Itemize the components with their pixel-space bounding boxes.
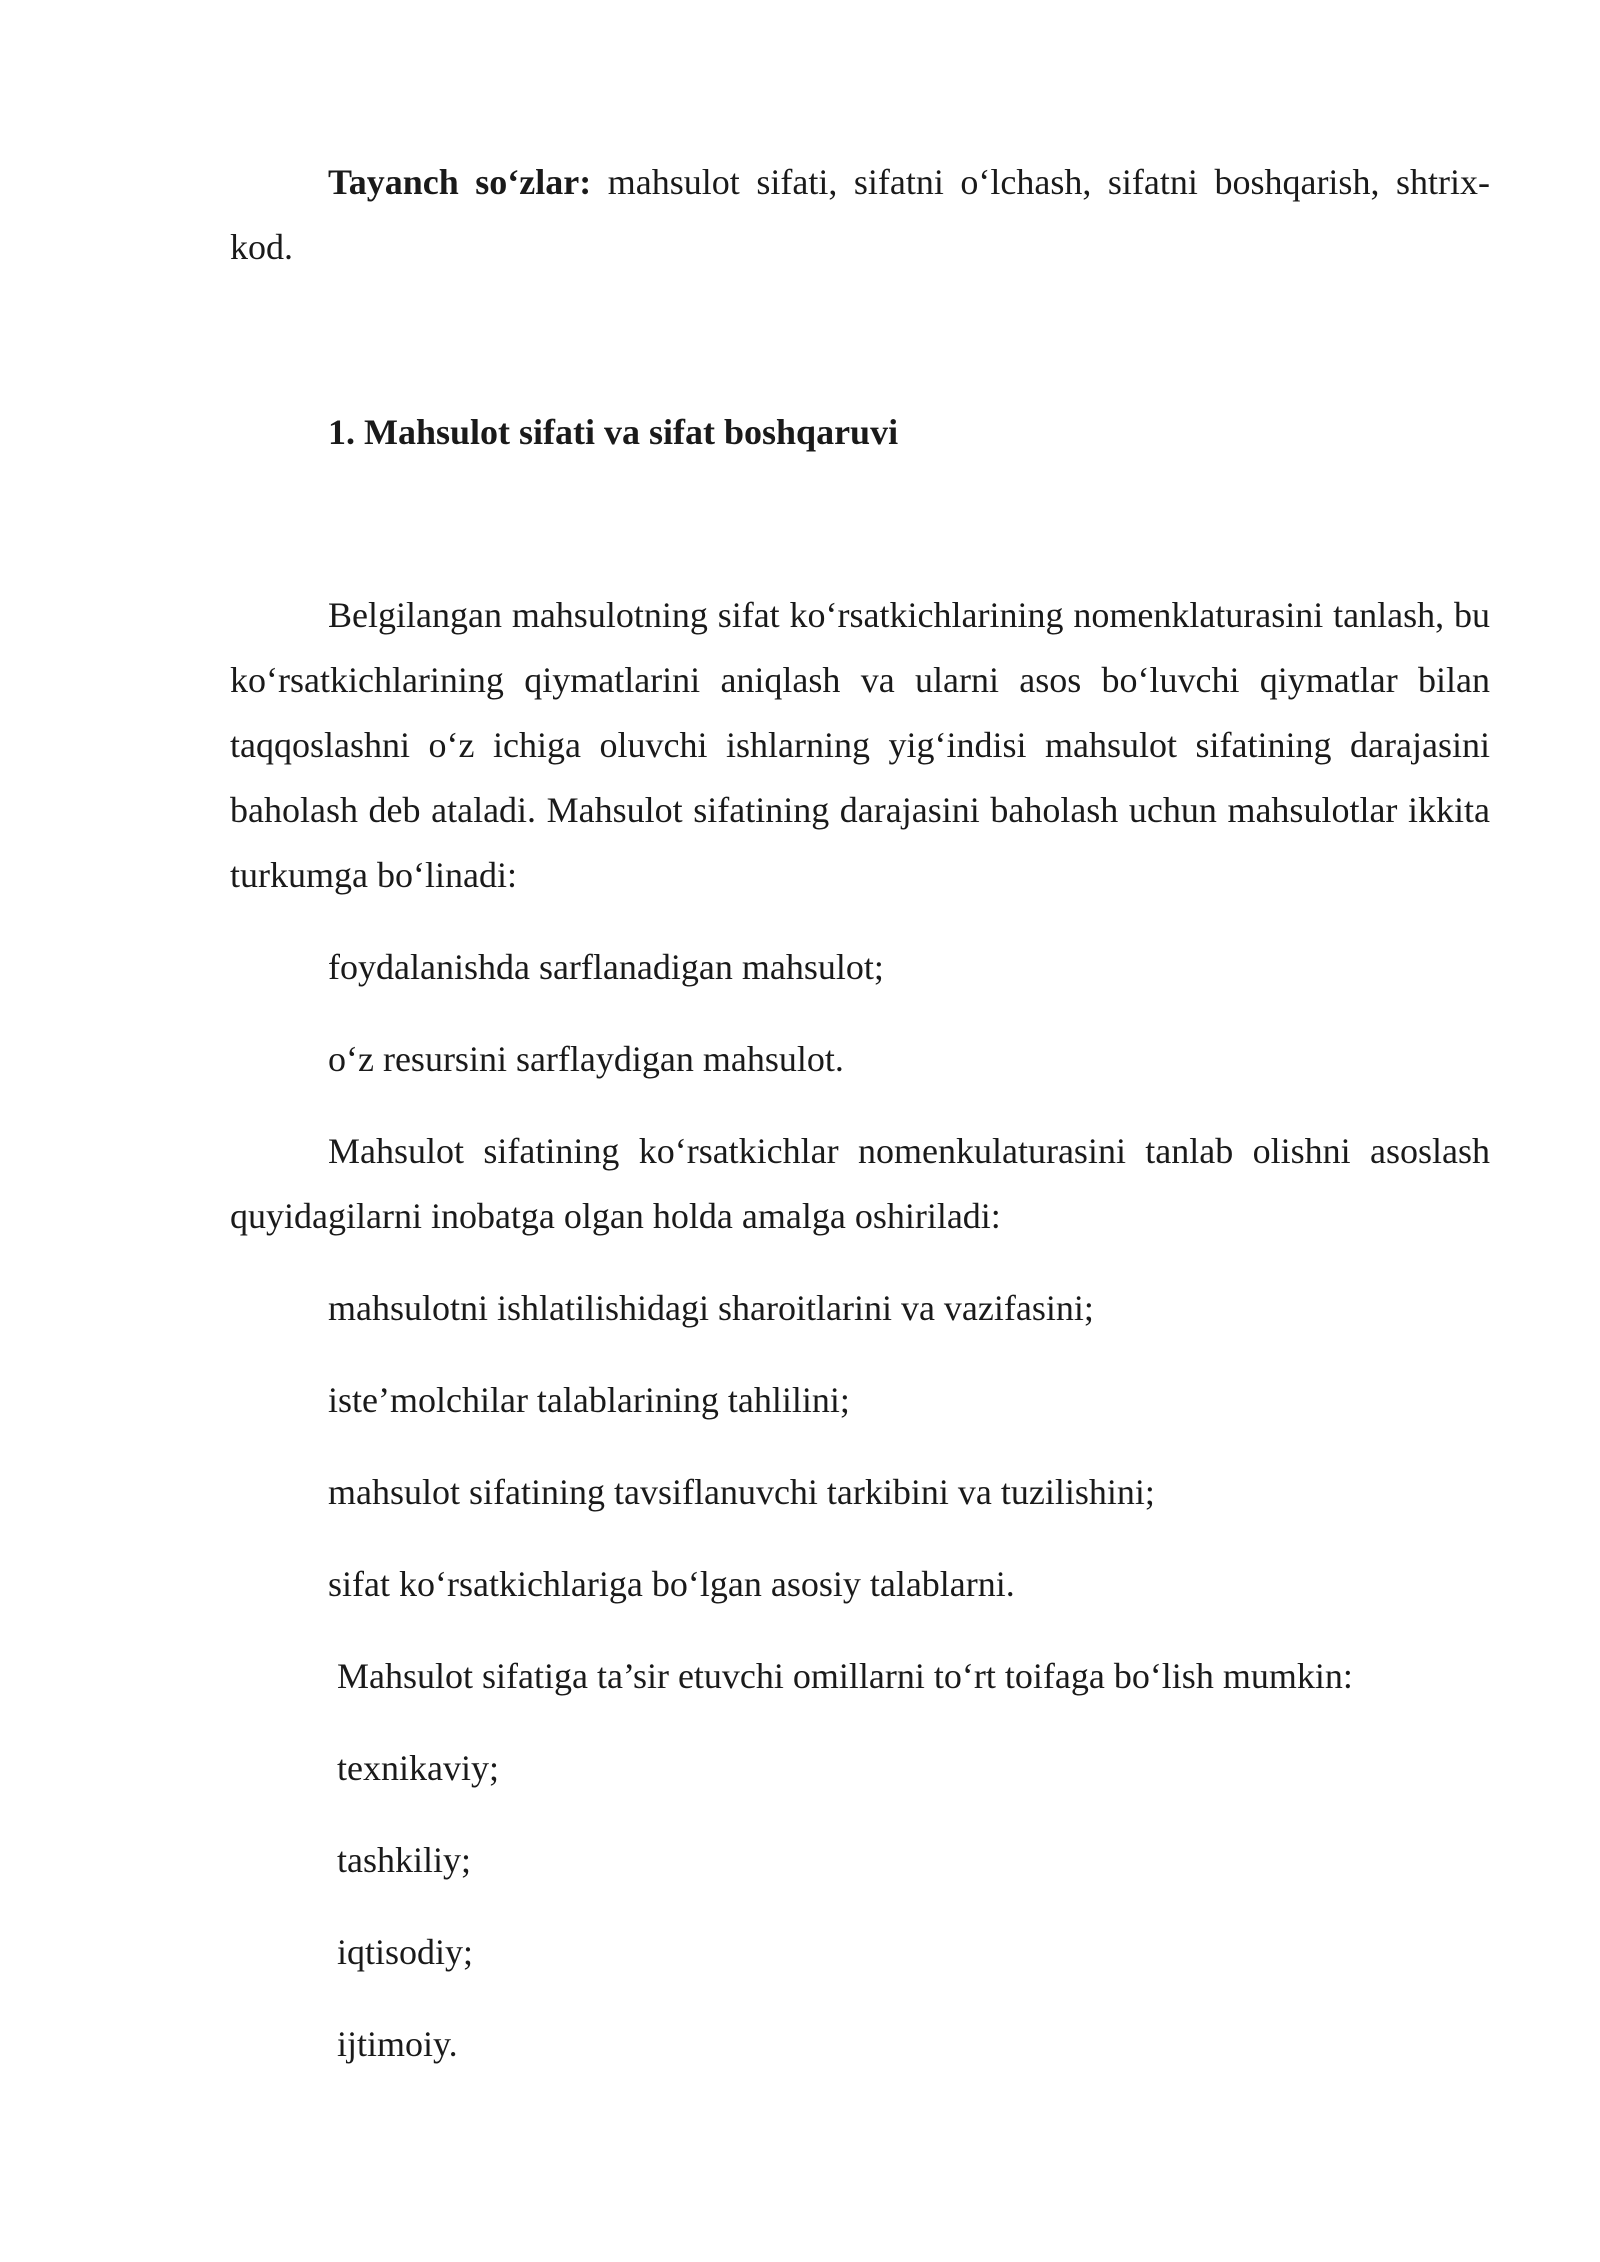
list-item: o‘z resursini sarflaydigan mahsulot. — [328, 1039, 844, 1079]
paragraph-2: Mahsulot sifatining ko‘rsatkichlar nomenkulaturasini tanlab olishni asoslash quyidagilarni inobatga olgan holda amalga oshiriladi: — [230, 1131, 1490, 1236]
list-item: iste’molchilar talablarining tahlilini; — [328, 1380, 850, 1420]
list-item: ijtimoiy. — [337, 2024, 458, 2064]
list-item: iqtisodiy; — [337, 1932, 474, 1972]
list-item: mahsulot sifatining tavsiflanuvchi tarkibini va tuzilishini; — [328, 1472, 1155, 1512]
document-page — [230, 150, 1490, 2077]
list-item: foydalanishda sarflanadigan mahsulot; — [328, 947, 884, 987]
keywords-paragraph — [230, 150, 1490, 280]
list-item: texnikaviy; — [337, 1748, 499, 1788]
paragraph-3: Mahsulot sifatiga ta’sir etuvchi omillarni to‘rt toifaga bo‘lish mumkin: — [337, 1656, 1353, 1696]
keywords-label: Tayanch so‘zlar: — [328, 162, 592, 202]
list-item: tashkiliy; — [337, 1840, 471, 1880]
list-item: sifat ko‘rsatkichlariga bo‘lgan asosiy talablarni. — [328, 1564, 1015, 1604]
paragraph-1: Belgilangan mahsulotning sifat ko‘rsatkichlarining nomenklaturasini tanlash, bu ko‘rsatkichlarining qiymatlarini aniqlash va ularni asos bo‘luvchi qiymatlar bilan taqqoslashni o‘z ichiga oluvchi ishlarning yig‘indisi mahsulot sifatining darajasini baholash deb ataladi. Mahsulot sifatining darajasini baholash uchun mahsulotlar ikkita turkumga bo‘linadi: — [230, 595, 1490, 895]
keywords-text: mahsulot sifati, sifatni o‘lchash, sifatni boshqarish, shtrix-kod. — [230, 162, 1490, 267]
list-item: mahsulotni ishlatilishidagi sharoitlarini va vazifasini; — [328, 1288, 1094, 1328]
section-heading: 1. Mahsulot sifati va sifat boshqaruvi — [328, 412, 899, 452]
